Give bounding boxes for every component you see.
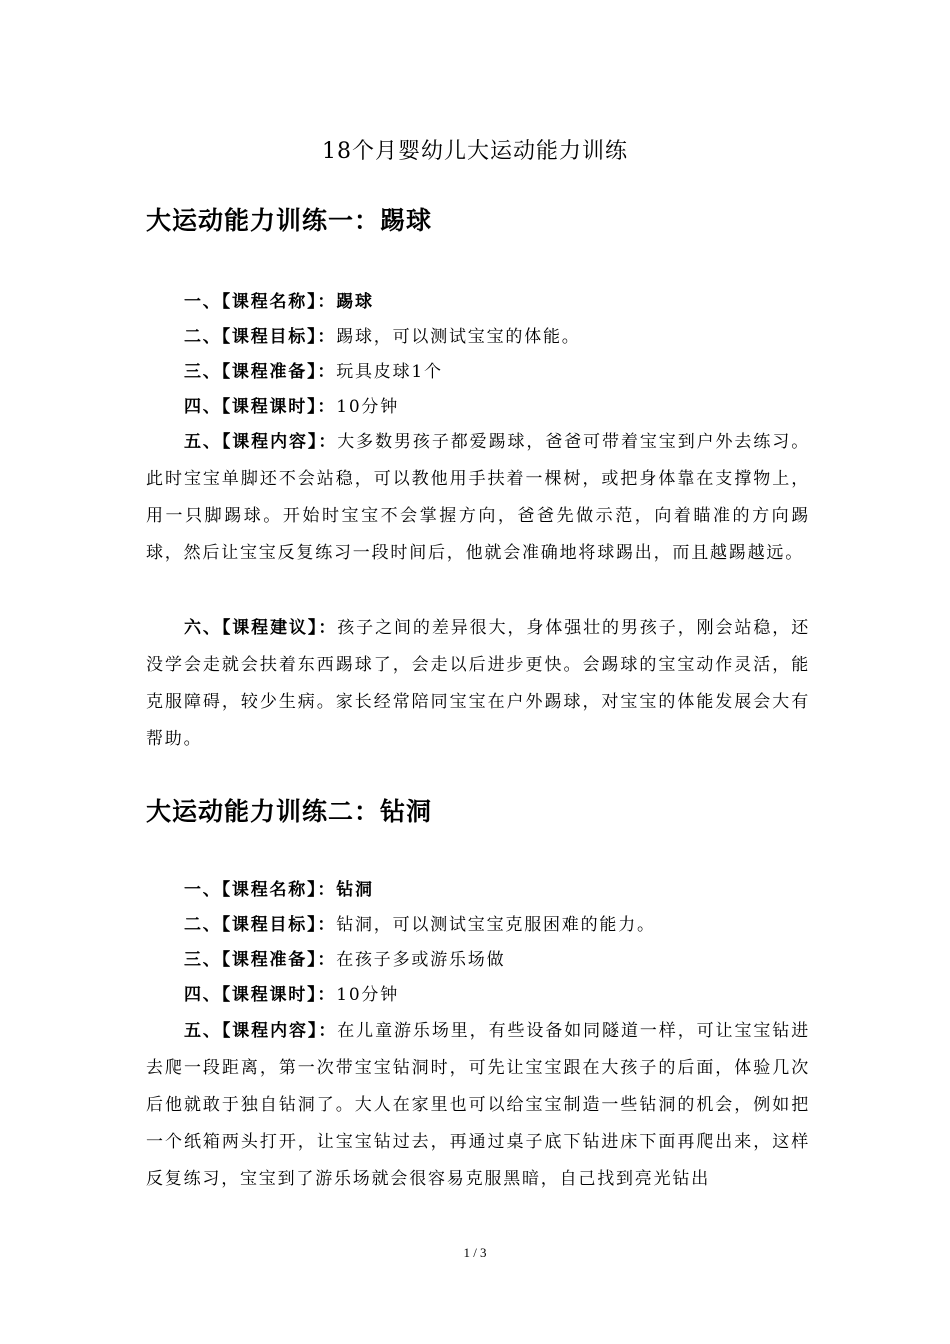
field-value: 大多数男孩子都爱踢球，爸爸可带着宝宝到户外去练习。此时宝宝单脚还不会站稳，可以教他用手扶着一棵树，或把身体靠在支撑物上，用一只脚踢球。开始时宝宝不会掌握方向，爸爸先做示范，向着瞄准的方向踢球，然后让宝宝反复练习一段时间后，他就会准确地将球踢出，而且越踢越远。 <box>146 432 811 563</box>
field-label: 四、【课程课时】： <box>184 985 337 1005</box>
field-label: 四、【课程课时】： <box>184 397 337 417</box>
course-advice-1 <box>146 610 810 758</box>
field-label: 二、【课程目标】： <box>184 915 337 935</box>
field-label: 五、【课程内容】： <box>184 432 338 452</box>
field-value: 在儿童游乐场里，有些设备如同隧道一样，可让宝宝钻进去爬一段距离，第一次带宝宝钻洞时，可先让宝宝跟在大孩子的后面，体验几次后他就敢于独自钻洞了。大人在家里也可以给宝宝制造一些钻洞的机会，例如把一个纸箱两头打开，让宝宝钻过去，再通过桌子底下钻进床下面再爬出来，这样反复练习，宝宝到了游乐场就会很容易克服黑暗，自己找到亮光钻出 <box>146 1021 811 1189</box>
field-value: 踢球，可以测试宝宝的体能。 <box>336 327 581 347</box>
page-number: 1 / 3 <box>463 1245 487 1260</box>
course-duration-2 <box>146 980 810 1010</box>
field-value: 10分钟 <box>336 397 400 417</box>
course-duration-1 <box>146 392 810 422</box>
field-label: 三、【课程准备】： <box>184 362 337 382</box>
field-label: 六、【课程建议】： <box>184 618 338 638</box>
course-content-1 <box>146 424 810 572</box>
course-prep-1 <box>146 357 810 387</box>
field-value: 孩子之间的差异很大，身体强壮的男孩子，刚会站稳，还没学会走就会扶着东西踢球了，会走以后进步更快。会踢球的宝宝动作灵活，能克服障碍，较少生病。家长经常陪同宝宝在户外踢球，对宝宝的体能发展会大有帮助。 <box>146 618 811 749</box>
field-value: 踢球 <box>336 292 374 312</box>
section-heading-1: 大运动能力训练一：踢球 <box>146 206 433 235</box>
field-value: 钻洞 <box>336 880 374 900</box>
field-value: 10分钟 <box>336 985 400 1005</box>
course-name-1 <box>146 287 810 317</box>
field-value: 钻洞，可以测试宝宝克服困难的能力。 <box>336 915 656 935</box>
course-prep-2 <box>146 945 810 975</box>
field-label: 一、【课程名称】： <box>184 880 337 900</box>
field-value: 玩具皮球1个 <box>336 362 443 382</box>
course-goal-1 <box>146 322 810 352</box>
field-label: 五、【课程内容】： <box>184 1021 338 1041</box>
course-goal-2 <box>146 910 810 940</box>
field-label: 二、【课程目标】： <box>184 327 337 347</box>
field-label: 一、【课程名称】： <box>184 292 337 312</box>
field-value: 在孩子多或游乐场做 <box>336 950 506 970</box>
field-label: 三、【课程准备】： <box>184 950 337 970</box>
section-heading-2: 大运动能力训练二：钻洞 <box>146 797 433 826</box>
document-title: 18个月婴幼儿大运动能力训练 <box>322 139 628 164</box>
course-content-2 <box>146 1013 810 1198</box>
course-name-2 <box>146 875 810 905</box>
